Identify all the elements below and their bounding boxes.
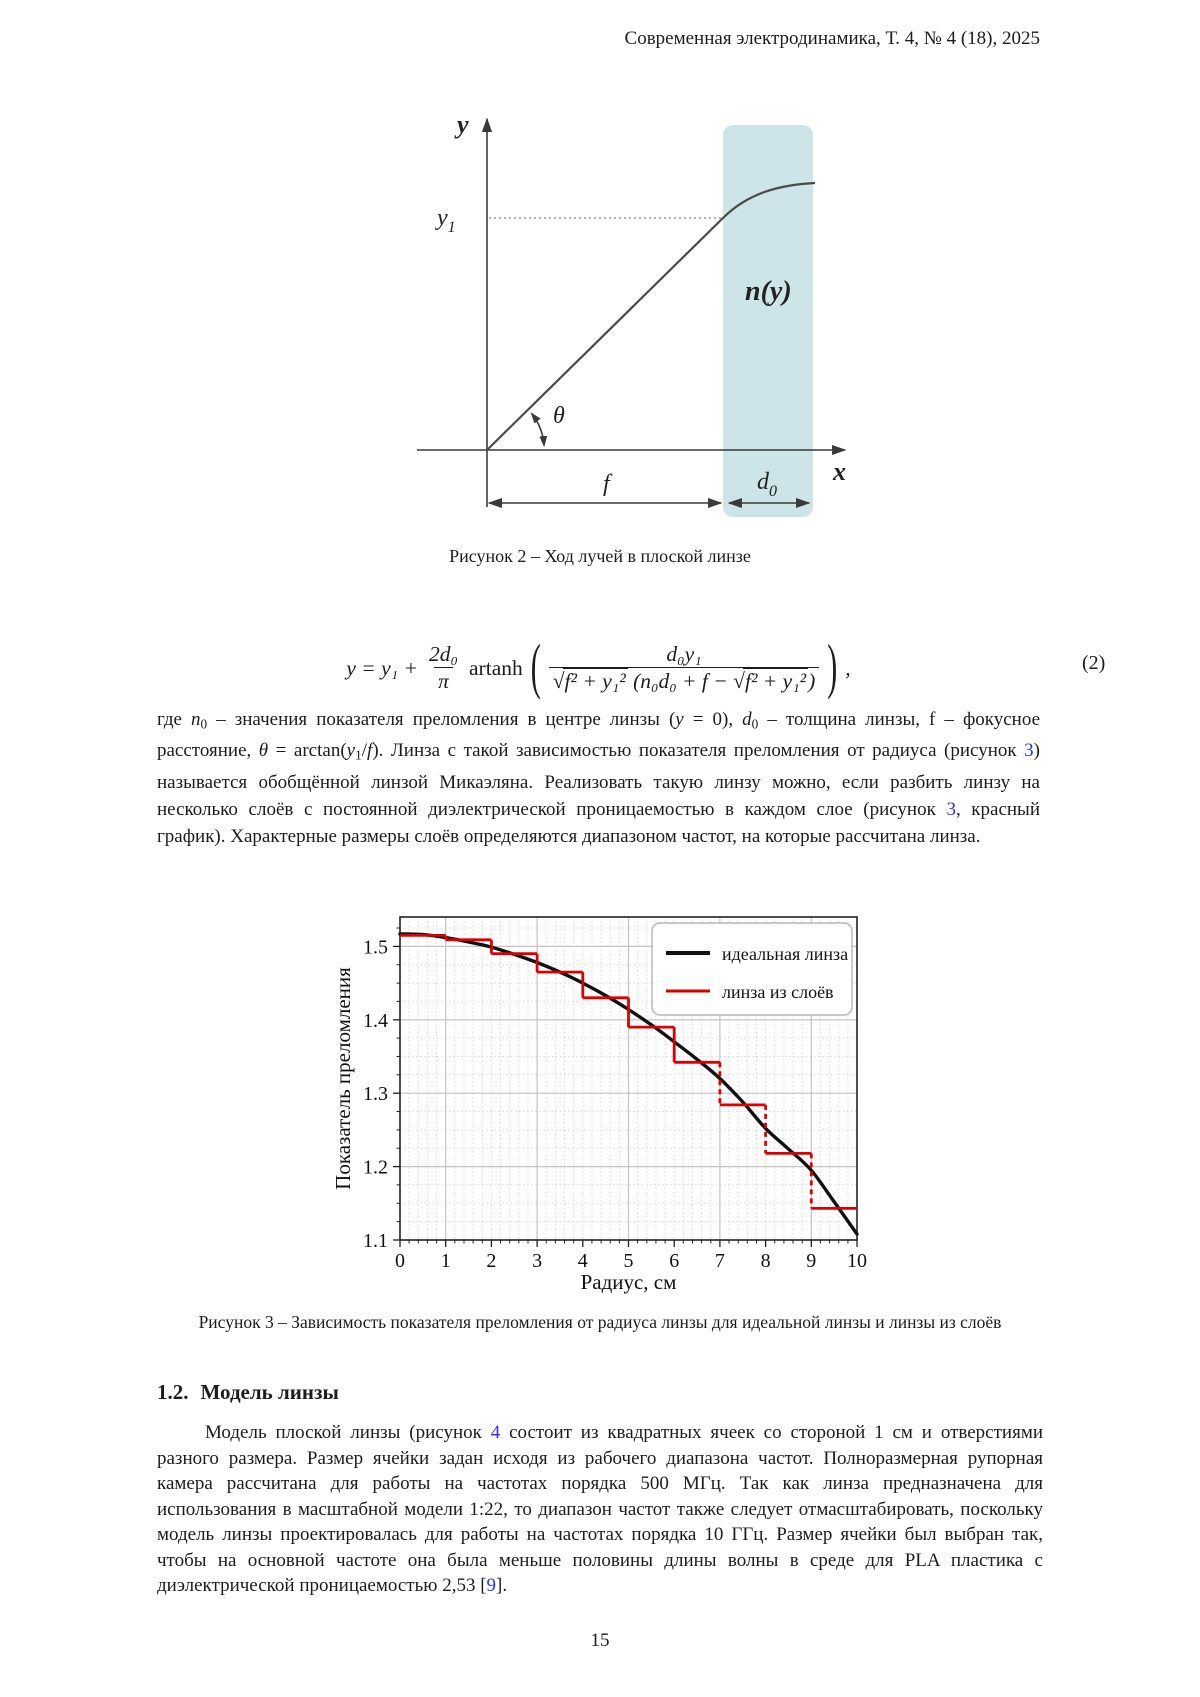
equation-number: (2) — [1082, 652, 1106, 674]
text-run: – толщина линзы, f – фокусное расстояние, — [157, 709, 1041, 762]
section-heading — [157, 1380, 339, 1405]
text-run: ]. — [496, 1575, 508, 1596]
paragraph-equation-explanation — [157, 706, 1040, 850]
theta-arc — [532, 414, 544, 445]
eq-main-fraction: $\frac{\text{d₀y₁}}{\text{√f² + y₁² (n₀d₀ + f − √f² + y₁²)}}$ — [549, 642, 820, 695]
legend-label-layered: линза из слоёв — [722, 982, 834, 1002]
y-axis-title: Показатель преломления — [331, 967, 355, 1190]
figure3-chart — [330, 845, 875, 1295]
text-run: где — [157, 709, 191, 730]
refractive-profile-label: n(y) — [745, 276, 792, 307]
sqrt-icon: √ — [552, 669, 565, 693]
text-run: Модель плоской линзы (рисунок — [205, 1422, 491, 1443]
eq-coefficient-fraction: $\frac{\text{2d₀}}{\pi}$ — [429, 641, 459, 693]
text-run: f — [367, 740, 373, 762]
text-run: 0 — [751, 716, 759, 732]
legend-label-ideal: идеальная линза — [722, 944, 849, 964]
section-title: Модель линзы — [200, 1380, 339, 1404]
x-tick-label: 6 — [669, 1250, 680, 1272]
eq-close-paren: ) — [827, 633, 838, 701]
x-tick-label: 2 — [486, 1250, 497, 1272]
text-run: θ — [258, 740, 269, 762]
page-number: 15 — [590, 1630, 610, 1651]
ref-link[interactable]: 3 — [946, 798, 956, 820]
text-run: = 0), — [683, 709, 743, 730]
x-tick-label: 4 — [577, 1250, 588, 1272]
text-run: ) называется обобщённой линзой Микаэляна. Реализовать такую линзу можно, если разбить линзу на несколько слоёв с постоянной диэлектрической проницаемостью в каждом слое (рисунок — [157, 740, 1040, 820]
y-tick-label: 1.5 — [363, 936, 388, 959]
text-run: – значения показателя преломления в центре линзы ( — [207, 709, 676, 730]
figure3-caption: Рисунок 3 – Зависимость показателя преломления от радиуса линзы для идеальной линзы и линзы из слоёв — [198, 1312, 1002, 1332]
paragraph-lens-model — [157, 1420, 1043, 1599]
ref-link[interactable]: 9 — [486, 1575, 497, 1596]
text-run: / — [361, 740, 368, 762]
eq-lhs: y = y₁ + — [346, 655, 419, 680]
text-run: состоит из квадратных ячеек со стороной 1 см и отверстиями разного размера. Размер ячейки задан исходя из рабочего диапазона частот. Полноразмерная рупорная камера рассчитана для работы на частотах порядка 500 МГц. Так как линза предназначена для использования в масштабной модели 1:22, то диапазон частот также следует отмасштабировать, поскольку модель линзы проектировалась для работы на частотах порядка 10 ГГц. Размер ячейки был выбран так, чтобы на основной частоте она была меньше половины длины волны в среде для PLA пластика с диэлектрической проницаемостью 2,53 [ — [157, 1422, 1044, 1596]
eq-artanh: artanh — [469, 655, 523, 680]
x-tick-label: 8 — [760, 1250, 771, 1272]
ref-link[interactable]: 4 — [490, 1422, 501, 1443]
ref-link[interactable]: 3 — [1024, 740, 1034, 762]
focal-length-label: f — [603, 471, 610, 497]
text-run: ). Линза с такой зависимостью показателя преломления от радиуса (рисунок — [372, 740, 1025, 762]
text-run: n — [191, 709, 201, 730]
y-tick-label: 1.2 — [363, 1156, 388, 1179]
chart-legend — [652, 923, 852, 1015]
x-axis-title: Радиус, см — [580, 1270, 677, 1294]
d0-label: $d_0$ — [757, 469, 777, 500]
text-run: = arctan( — [268, 740, 347, 762]
section-number: 1.2. — [157, 1380, 189, 1404]
sqrt-icon: √ — [733, 669, 745, 693]
y-axis-label: y — [457, 110, 469, 139]
journal-header: Современная электродинамика, Т. 4, № 4 (18), 2025 — [624, 28, 1040, 49]
text-run: y — [675, 709, 684, 730]
x-tick-label: 7 — [714, 1250, 725, 1272]
x-tick-label: 9 — [806, 1250, 817, 1272]
figure2-caption: Рисунок 2 – Ход лучей в плоской линзе — [449, 546, 751, 566]
text-run: 0 — [200, 716, 208, 732]
x-tick-label: 3 — [532, 1250, 543, 1272]
x-tick-label: 0 — [395, 1250, 405, 1272]
figure2-diagram — [385, 95, 875, 540]
text-run: 1 — [355, 747, 362, 763]
y-tick-label: 1.4 — [363, 1009, 388, 1032]
x-tick-label: 10 — [847, 1250, 867, 1272]
text-run: y — [346, 740, 356, 762]
text-run: , красный график). Характерные размеры слоёв определяются диапазоном частот, на которые рассчитана линза. — [157, 798, 1040, 847]
y1-label: $y_1$ — [437, 205, 456, 236]
text-run: d — [742, 709, 752, 730]
theta-label: θ — [553, 403, 565, 429]
y-tick-label: 1.1 — [363, 1230, 388, 1252]
x-tick-label: 5 — [623, 1250, 634, 1272]
equation-2: y = y₁ + $\frac{\text{2d₀}}{\pi}$ artanh ( $\frac{\text{d₀y₁}}{\text{√f² + y₁² (n₀d₀ + f − √f² + y₁²)}}$ ) , — [157, 618, 1040, 718]
y-tick-label: 1.3 — [363, 1083, 388, 1106]
eq-open-paren: ( — [530, 633, 541, 701]
x-tick-label: 1 — [440, 1250, 451, 1272]
x-axis-label: x — [833, 457, 846, 486]
